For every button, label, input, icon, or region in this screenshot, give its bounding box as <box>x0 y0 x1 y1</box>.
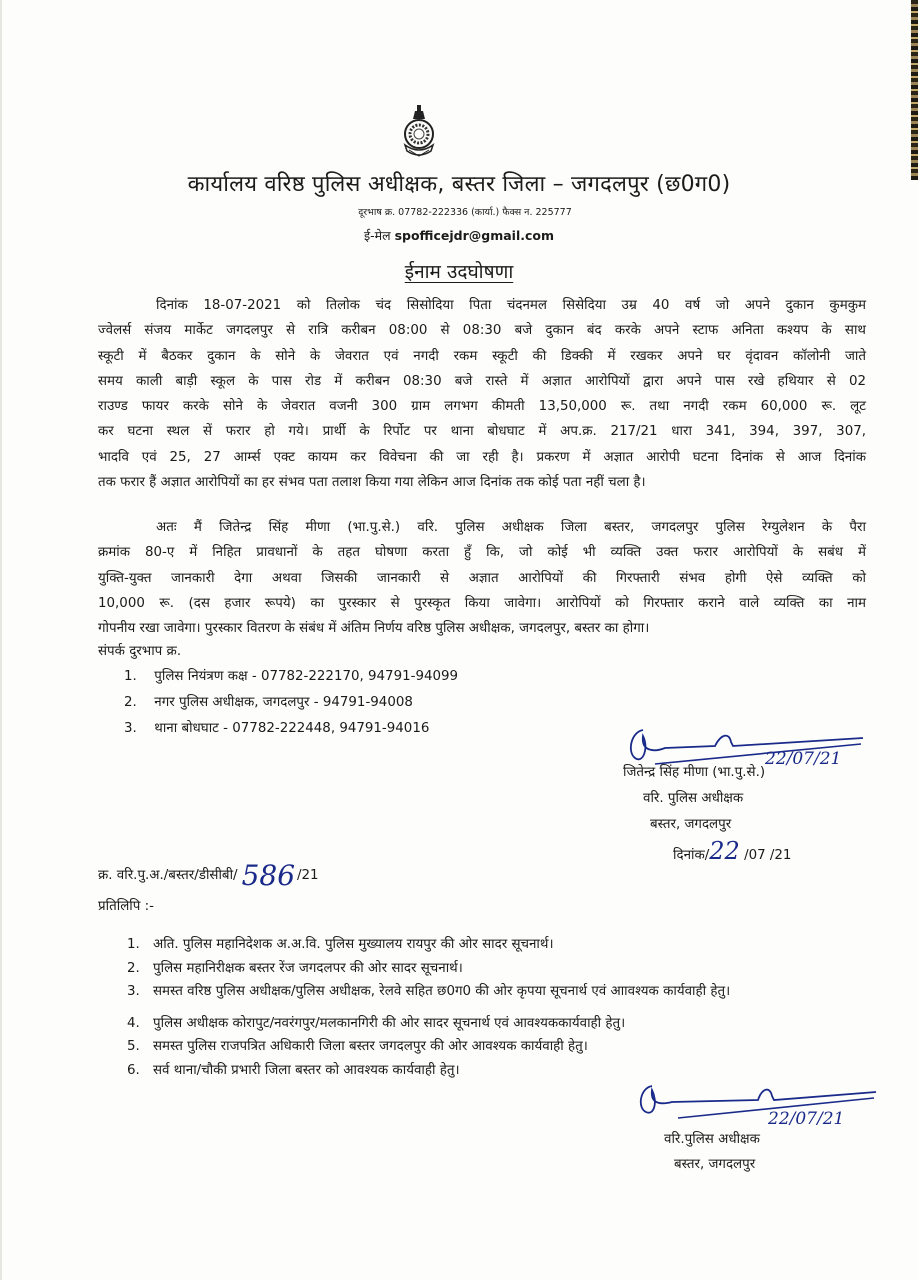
document-title-text: ईनाम उदघोषणा <box>404 261 514 283</box>
copy-text: समस्त वरिष्ठ पुलिस अधीक्षक/पुलिस अधीक्षक, रेलवे सहित छ0ग0 की ओर कृपया सूचनार्थ एवं आावश्यक कार्यवाही हेतु। <box>153 984 731 999</box>
paper-edge-right <box>911 0 918 180</box>
copy-number: 3. <box>127 984 140 999</box>
office-title: कार्यालय वरिष्ठ पुलिस अधीक्षक, बस्तर जिला – जगदलपुर (छ0ग0) <box>187 172 731 197</box>
signature-date: 22/07/21 <box>765 749 842 769</box>
document-title <box>0 258 918 284</box>
paragraph-line: 10,000 रू. (दस हजार रूपये) का पुरस्कार से पुरस्कृत किया जावेगा। आरोपियों को गिरफ्तार कराने वाले व्यक्ति का नाम <box>98 595 866 611</box>
copy-text: अति. पुलिस महानिदेशक अ.अ.वि. पुलिस मुख्यालय रायपुर की ओर सादर सूचनार्थ। <box>153 937 554 952</box>
contact-text: नगर पुलिस अधीक्षक, जगदलपुर - 94791-94008 <box>154 695 413 710</box>
paragraph-line: समय काली बाड़ी स्कूल के पास रोड में करीबन 08:30 बजे रास्ते में अज्ञात आरोपियों द्वारा अपने पास रखे हथियार से 02 <box>98 373 866 389</box>
copy-number: 1. <box>127 937 140 952</box>
paragraph-line: तक फरार हैं अज्ञात आरोपियों का हर संभव पता तलाश किया गया लेकिन आज दिनांक तक कोई पता नहीं चला है। <box>98 475 646 491</box>
copy-item <box>127 1012 872 1036</box>
copy-text: समस्त पुलिस राजपत्रित अधिकारी जिला बस्तर जगदलपुर की ओर आवश्यक कार्यवाही हेतु। <box>153 1039 588 1054</box>
paragraph-line: क्रमांक 80-ए में निहित प्रावधानों के तहत घोषणा करता हुँ कि, जो कोई भी व्यक्ति उक्त फरार आरोपियों के सबंध में <box>98 545 866 561</box>
signatory-designation: वरि. पुलिस अधीक्षक <box>643 791 744 806</box>
police-emblem-icon <box>401 103 437 161</box>
contact-text: पुलिस नियंत्रण कक्ष - 07782-222170, 94791-94099 <box>154 669 459 684</box>
paragraph-line: ज्वेलर्स संजय मार्केट जगदलपुर से रात्रि करीबन 08:00 से 08:30 बजे दुकान बंद करके अपने स्टाफ अनिता कश्यप के साथ <box>98 323 866 339</box>
copy-text: पुलिस अधीक्षक कोरापुट/नवरंगपुर/मलकानगिरी की ओर सादर सूचनार्थ एवं आवश्यककार्यवाही हेतु। <box>153 1015 626 1031</box>
contact-item <box>124 692 458 718</box>
reward-paragraph <box>98 515 866 641</box>
copy-number: 6. <box>127 1062 140 1078</box>
copy-number: 2. <box>127 960 140 976</box>
handwritten-signature-2-icon <box>638 1080 883 1125</box>
copy-list <box>127 933 872 1082</box>
paragraph-line: भादवि एवं 25, 27 आर्म्स एक्ट कायम कर विवेचना की जा रही है। प्रकरण में अज्ञात आरोपी घटना दिनांक से आज दिनांक <box>98 449 866 465</box>
contact-heading: संपर्क दुरभाप क्र. <box>98 644 182 659</box>
signatory-name: जितेन्द्र सिंह मीणा (भा.पु.से.) <box>623 765 766 780</box>
copy-text: सर्व थाना/चौकी प्रभारी जिला बस्तर को आवश्यक कार्यवाही हेतु। <box>153 1062 460 1078</box>
copy-text: पुलिस महानिरीक्षक बस्तर रेंज जगदलपर की ओर सादर सूचनार्थ। <box>153 960 463 976</box>
copy-item <box>127 1035 872 1059</box>
paragraph-line: राउण्ड फायर करके सोने के जेवरात वजनी 300 ग्राम लगभग कीमती 13,50,000 रू. तथा नगदी रकम 60,000 रू. लूट <box>98 399 866 415</box>
signatory-2-designation: वरि.पुलिस अधीक्षक <box>664 1132 760 1147</box>
contact-item <box>124 718 458 744</box>
date-label: दिनांक/ <box>673 848 710 863</box>
signatory-location: बस्तर, जगदलपुर <box>650 817 732 832</box>
paragraph-line: युक्ति-युक्त जानकारी देगा अथवा जिसकी जानकारी से अज्ञात आरोपियों की गिरफ्तारी संभव होगी ऐसे व्यक्ति को <box>98 570 866 586</box>
contact-number: 1. <box>124 669 137 684</box>
copy-item <box>127 980 872 1004</box>
copy-item <box>127 957 872 981</box>
copy-number: 5. <box>127 1039 140 1054</box>
paragraph-line: दिनांक 18-07-2021 को तिलोक चंद सिसोदिया पिता चंदनमल सिसेदिया उम्र 40 वर्ष जो अपने दुकान कुमकुम <box>156 298 866 313</box>
copy-item <box>127 1059 872 1083</box>
office-email-line <box>0 227 918 244</box>
reference-number-handwritten: 586 <box>241 859 296 892</box>
paragraph-line: स्कूटी में बैठकर दुकान के सोने के जेवरात एवं नगदी रकम स्कूटी की डिक्की में रखकर अपने घर वृंदावन कॉलोनी जाते <box>98 348 866 364</box>
date-rest: /07 /21 <box>744 848 792 863</box>
signature-2-date: 22/07/21 <box>768 1109 845 1125</box>
signatory-2-block <box>664 1127 760 1177</box>
date-day-handwritten: 22 <box>709 837 740 865</box>
paragraph-line: अतः मैं जितेन्द्र सिंह मीणा (भा.पु.से.) वरि. पुलिस अधीक्षक जिला बस्तर, जगदलपुर पुलिस रेग्युलेशन के पैरा <box>156 520 866 535</box>
copy-number: 4. <box>127 1015 140 1031</box>
contact-item <box>124 666 458 692</box>
contact-number: 2. <box>124 695 137 710</box>
signatory-block <box>623 760 792 869</box>
signatory-date <box>673 838 791 869</box>
paragraph-line: कर घटना स्थल सें फरार हो गये। प्रार्थी के रिर्पोट पर थाना बोधघाट में अप.क्र. 217/21 धारा 341, 394, 397, 307, <box>98 424 866 440</box>
copy-heading: प्रतिलिपि :- <box>98 899 154 914</box>
contact-number: 3. <box>124 721 137 736</box>
signatory-2-location: बस्तर, जगदलपुर <box>674 1157 756 1172</box>
email-label: ई-मेल <box>363 228 391 243</box>
reference-suffix: /21 <box>297 868 319 883</box>
reference-prefix: क्र. वरि.पु.अ./बस्तर/डीसीबी/ <box>98 868 238 883</box>
reference-number-line <box>98 853 319 892</box>
office-phone-line: दूरभाष क्र. 07782-222336 (कार्या.) फैक्स न. 225777 <box>358 207 572 218</box>
office-email: spofficejdr@gmail.com <box>394 228 555 243</box>
paragraph-line: गोपनीय रखा जावेगा। पुरस्कार वितरण के संबंध में अंतिम निर्णय वरिष्ठ पुलिस अधीक्षक, जगदलपुर, बस्तर का होगा। <box>98 621 650 637</box>
contact-list <box>124 666 458 744</box>
contact-text: थाना बोधघाट - 07782-222448, 94791-94016 <box>154 721 430 736</box>
incident-paragraph <box>98 293 866 495</box>
copy-item <box>127 933 872 957</box>
